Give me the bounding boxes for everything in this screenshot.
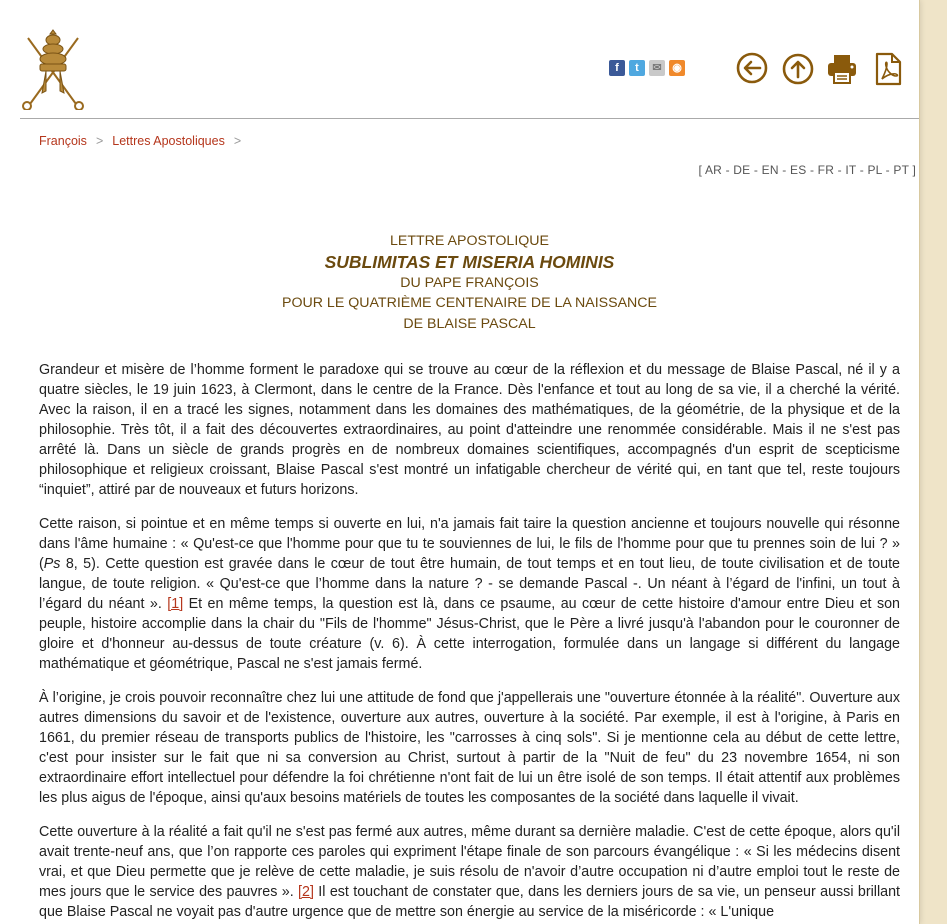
social-share-bar xyxy=(609,60,685,76)
paragraph xyxy=(39,822,900,922)
paragraph-text: 8, 5). Cette question est gravée dans le cœur de tout être humain, de tout temps et en tout lieu, de toute civilisation et de toute langue, de toute religion. « Qu'est-ce que l’homme dans la nature ? - se demande Pascal -. Un néant à l’égard de l'infini, un tout à l’égard du néant ». xyxy=(39,556,900,612)
document-subtitle-line2: DE BLAISE PASCAL xyxy=(403,315,536,332)
lang-link-de[interactable]: DE xyxy=(733,163,751,177)
breadcrumb-item-lettres-apostoliques[interactable]: Lettres Apostoliques xyxy=(112,134,225,148)
lang-link-pl[interactable]: PL xyxy=(867,163,883,177)
pdf-icon[interactable] xyxy=(872,52,906,86)
paragraph: À l’origine, je crois pouvoir reconnaître chez lui une attitude de fond que j'appellerais une "ouverture étonnée à la réalité". Ouverture aux autres dimensions du savoir et de l'existence, ouverture aux autres, ouverture à la société. Par exemple, il est à l'origine, à Paris en 1661, du premier réseau de transports publics de l'histoire, les "carrosses à cinq sols". Si je mentionne cela au début de cette lettre, c'est pour insister sur le fait que ni sa conversion au Christ, surtout à partir de la "Nuit de feu" du 23 novembre 1654, ni son extraordinaire effort intellectuel pour défendre la foi chrétienne n'ont fait de lui un être isolé de son temps. Il était attentif aux problèmes les plus aigus de l'époque, ainsi qu'aux besoins matériels de toutes les composantes de la société dans laquelle il vivait. xyxy=(39,690,900,806)
facebook-icon[interactable]: f xyxy=(609,60,625,76)
document-type: LETTRE APOSTOLIQUE xyxy=(390,233,549,249)
scripture-reference: Ps xyxy=(43,556,61,572)
language-switcher: [ AR - DE - EN - ES - FR - IT - PL - PT ] xyxy=(698,163,916,177)
breadcrumb xyxy=(39,134,250,148)
paragraph xyxy=(39,514,900,674)
print-icon[interactable] xyxy=(826,52,860,86)
papal-coat-of-arms-logo[interactable] xyxy=(20,26,86,110)
breadcrumb-item-francois[interactable]: François xyxy=(39,134,87,148)
up-arrow-icon[interactable] xyxy=(782,52,816,86)
lang-link-pt[interactable]: PT xyxy=(893,163,909,177)
document-author: DU PAPE FRANÇOIS xyxy=(400,274,539,291)
rss-icon[interactable]: ◉ xyxy=(669,60,685,76)
lang-link-en[interactable]: EN xyxy=(761,163,779,177)
document-body xyxy=(39,360,900,924)
paragraph: Grandeur et misère de l’homme forment le paradoxe qui se trouve au cœur de la réflexion et du message de Blaise Pascal, né il y a quatre siècles, le 19 juin 1623, à Clermont, dans le centre de la France. Dès l'enfance et tout au long de sa vie, il a cherché la vérité. Avec la raison, il en a tracé les signes, notamment dans les domaines des mathématiques, de la géométrie, de la physique et de la philosophie. Très tôt, il a fait des découvertes extraordinaires, au point d'atteindre une renommée considérable. Mais il ne s'est pas arrêté là. Dans un siècle de grands progrès en de nombreux domaines scientifiques, accompagnés d'un esprit de scepticisme philosophique et religieux croissant, Blaise Pascal s'est montré un infatigable chercheur de vérité qui, en tant que tel, reste toujours “inquiet”, attiré par de nouveaux et futurs horizons. xyxy=(39,362,900,498)
lang-link-fr[interactable]: FR xyxy=(817,163,835,177)
document-title: SUBLIMITAS ET MISERIA HOMINIS xyxy=(324,251,615,272)
lang-link-ar[interactable]: AR xyxy=(704,163,723,177)
lang-link-it[interactable]: IT xyxy=(845,163,857,177)
twitter-icon[interactable]: t xyxy=(629,60,645,76)
paragraph-text: Il est touchant de constater que, dans les derniers jours de sa vie, un penseur aussi brillant que Blaise Pascal ne voyait pas d'autre urgence que de mettre son énergie au service de la miséricorde : « L'unique xyxy=(39,884,900,920)
footnote-link-1[interactable]: [1] xyxy=(167,596,184,612)
breadcrumb-separator: > xyxy=(95,134,104,148)
back-arrow-icon[interactable] xyxy=(736,51,770,85)
paragraph-text: Cette raison, si pointue et en même temps si ouverte en lui, n'a jamais fait taire la question ancienne et toujours nouvelle qui résonne dans l'âme humaine : « Qu'est-ce que l'homme pour que tu te souviennes de lui, le fils de l'homme pour que tu prennes soin de lui ? » ( xyxy=(39,516,900,572)
language-bracket-close: ] xyxy=(912,163,916,177)
mail-icon[interactable]: ✉ xyxy=(649,60,665,76)
footnote-link-2[interactable]: [2] xyxy=(298,884,314,900)
document-subtitle-line1: POUR LE QUATRIÈME CENTENAIRE DE LA NAISSANCE xyxy=(282,295,657,311)
document-title-block xyxy=(20,231,919,334)
paragraph-text: Et en même temps, la question est là, dans ce psaume, au cœur de cette histoire d'amour entre Dieu et son peuple, histoire accomplie dans la chair du "Fils de l'homme" Jésus-Christ, que le Père a livré jusqu'à l'abandon pour le couronner de gloire et d'honneur au-dessus de toute créature (v. 6). À cette interrogation, formulée dans un langage si différent du langage mathématique et géométrique, Pascal ne s'est jamais fermé. xyxy=(39,596,900,672)
paragraph-text: Cette ouverture à la réalité a fait qu'il ne s'est pas fermé aux autres, même durant sa dernière maladie. C'est de cette époque, alors qu'il avait trente-neuf ans, que l’on rapporte ces paroles qui expriment l'étape finale de son parcours évangélique : « Si les médecins disent vrai, et que Dieu permette que je relève de cette maladie, je suis résolu de n'avoir d’autre occupation ni d’autre emploi tout le reste de mes jours que le service des pauvres ». xyxy=(39,824,900,900)
breadcrumb-separator: > xyxy=(233,134,242,148)
lang-link-es[interactable]: ES xyxy=(789,163,807,177)
header xyxy=(0,0,919,118)
language-bracket-open: [ xyxy=(698,163,703,177)
header-divider xyxy=(20,118,919,119)
